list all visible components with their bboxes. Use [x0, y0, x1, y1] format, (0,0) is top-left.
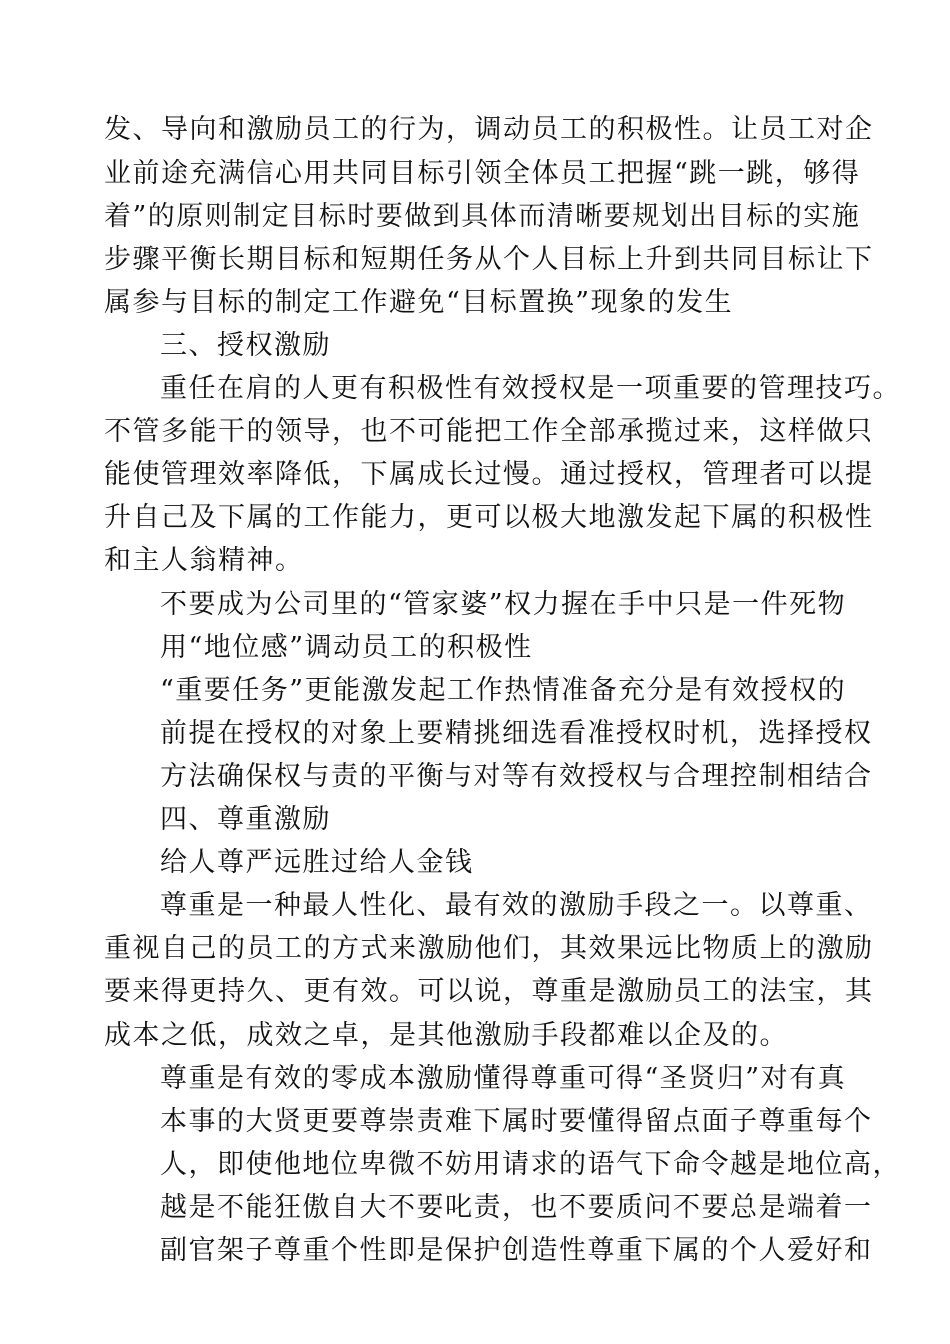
body-text-line: 前提在授权的对象上要精挑细选看准授权时机，选择授权	[160, 718, 873, 749]
body-text-line: 尊重是一种最人性化、最有效的激励手段之一。以尊重、	[160, 890, 873, 921]
body-text-line: 越是不能狂傲自大不要叱责，也不要质问不要总是端着一	[160, 1192, 873, 1223]
section-heading: 三、授权激励	[160, 330, 331, 361]
body-text-line: 方法确保权与责的平衡与对等有效授权与合理控制相结合	[160, 761, 873, 792]
body-text-line: 尊重是有效的零成本激励懂得尊重可得“圣贤归”对有真	[160, 1063, 847, 1094]
body-text-line: 不管多能干的领导，也不可能把工作全部承揽过来，这样做只	[104, 416, 874, 447]
body-text-line: 成本之低，成效之卓，是其他激励手段都难以企及的。	[104, 1020, 788, 1051]
body-text-line: 要来得更持久、更有效。可以说，尊重是激励员工的法宝，其	[104, 976, 874, 1007]
body-text-line: 属参与目标的制定工作避免“目标置换”现象的发生	[104, 287, 734, 318]
body-text-line: 重任在肩的人更有积极性有效授权是一项重要的管理技巧。	[160, 373, 901, 404]
body-text-line: 人，即使他地位卑微不妨用请求的语气下命令越是地位高，	[160, 1149, 901, 1180]
body-text-line: 能使管理效率降低，下属成长过慢。通过授权，管理者可以提	[104, 459, 874, 490]
body-text-line: 业前途充满信心用共同目标引领全体员工把握“跳一跳，够得	[104, 158, 861, 189]
body-text-line: “重要任务”更能激发起工作热情准备充分是有效授权的	[160, 675, 847, 706]
body-text-line: 本事的大贤更要尊崇责难下属时要懂得留点面子尊重每个	[160, 1106, 873, 1137]
body-text-line: 用“地位感”调动员工的积极性	[160, 632, 533, 663]
body-text-line: 不要成为公司里的“管家婆”权力握在手中只是一件死物	[160, 589, 847, 620]
body-text-line: 着”的原则制定目标时要做到具体而清晰要规划出目标的实施	[104, 201, 861, 232]
body-text-line: 升自己及下属的工作能力，更可以极大地激发起下属的积极性	[104, 502, 874, 533]
body-text-line: 重视自己的员工的方式来激励他们，其效果远比物质上的激励	[104, 933, 874, 964]
subheading: 给人尊严远胜过给人金钱	[160, 847, 474, 878]
body-text-line: 副官架子尊重个性即是保护创造性尊重下属的个人爱好和	[160, 1235, 873, 1266]
section-heading: 四、尊重激励	[160, 804, 331, 835]
body-text-line: 和主人翁精神。	[104, 545, 304, 576]
body-text-line: 步骤平衡长期目标和短期任务从个人目标上升到共同目标让下	[104, 244, 874, 275]
body-text-line: 发、导向和激励员工的行为，调动员工的积极性。让员工对企	[104, 114, 874, 145]
